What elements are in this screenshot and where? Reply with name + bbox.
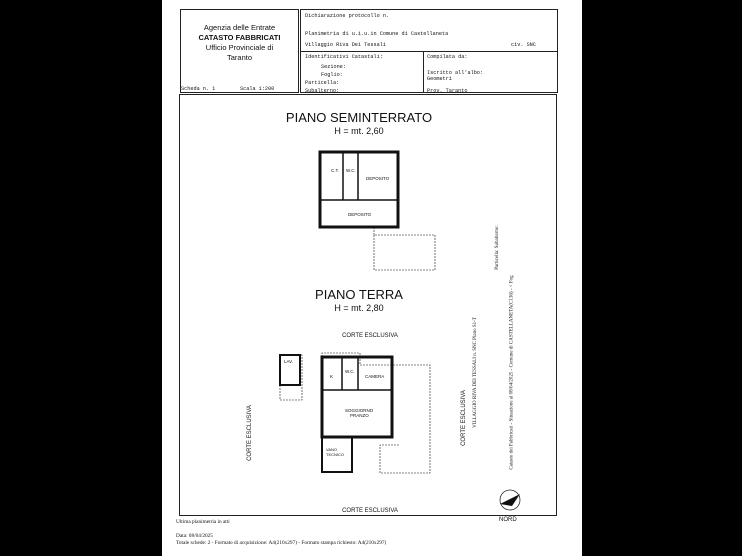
- room-label-ct: C.T.: [331, 168, 340, 173]
- municipality-label: Planimetria di u.i.u.in Comune di Castellaneta: [305, 31, 449, 37]
- room-label-vano: VANO: [326, 447, 338, 452]
- ground-height: H = mt. 2,80: [334, 303, 384, 313]
- identifiers-label: Identificativi Catastali:: [305, 54, 383, 60]
- ground-plan: [270, 345, 440, 485]
- agency-line-4: Taranto: [226, 53, 253, 62]
- ground-title: PIANO TERRA: [315, 287, 403, 302]
- north-label: NORD: [499, 517, 517, 523]
- room-label-k: K: [330, 374, 334, 379]
- agency-line-2: CATASTO FABBRICATI: [198, 33, 281, 42]
- room-label-lav: LAV.: [284, 359, 294, 364]
- footer-line-2: Data: 08/04/2025: [176, 533, 213, 539]
- basement-title: PIANO SEMINTERRATO: [285, 110, 433, 125]
- side-note-2: VILLAGGIO RIVA DEI TESSALI n. SNC Piano S1-T: [472, 317, 478, 428]
- agency-box: [180, 9, 299, 93]
- declaration-box: [300, 9, 558, 93]
- basement-plan: [310, 145, 440, 275]
- section-label: Sezione:: [321, 64, 346, 70]
- subordinate-label: Subalterno:: [305, 88, 340, 94]
- scale-label: Scala 1:200: [240, 86, 275, 92]
- corte-left: CORTE ESCLUSIVA: [246, 405, 253, 461]
- parcel-label: Particella:: [305, 80, 340, 86]
- sheet-label: Foglio:: [321, 72, 343, 78]
- side-note-3: Particella: Subalterno:: [494, 225, 500, 270]
- side-note-1: Catasto dei Fabbricati - Situazione al 08/04/2025 - Comune di CASTELLANETA(C136) - < Fog: [509, 275, 515, 470]
- compiled-by-label: Compilata da:: [427, 54, 468, 60]
- profession-label: Geometri: [427, 76, 452, 82]
- protocol-label: Dichiarazione protocollo n.: [305, 13, 390, 19]
- room-label-deposito-1: DEPOSITO: [366, 176, 390, 181]
- footer-line-3: Totale schede: 2 - Formato di acquisizione: A4(210x297) - Formato stampa richiesto: A4(210x297): [176, 540, 387, 546]
- scheda-label: Scheda n. 1: [181, 86, 216, 92]
- divider: [301, 51, 557, 52]
- room-label-tecnico: TECNICO: [326, 452, 344, 457]
- address-label: Villaggio Riva Dei Tessali: [305, 42, 386, 48]
- room-label-wc: W.C.: [345, 369, 355, 374]
- agency-line-1: Agenzia delle Entrate: [203, 23, 276, 32]
- corte-right: CORTE ESCLUSIVA: [460, 390, 467, 446]
- corte-top: CORTE ESCLUSIVA: [342, 333, 398, 339]
- room-label-soggiorno: SOGGIORNO: [345, 408, 374, 413]
- room-label-camera: CAMERA: [365, 374, 385, 379]
- footer-line-1: Ultima planimetria in atti: [176, 519, 230, 525]
- registered-label: Iscritto all'albo:: [427, 70, 484, 76]
- north-arrow-icon: [490, 488, 530, 518]
- room-label-deposito-2: DEPOSITO: [348, 212, 372, 217]
- room-label-pranzo: PRANZO: [350, 413, 369, 418]
- agency-line-3: Ufficio Provinciale di: [205, 43, 274, 52]
- basement-height: H = mt. 2,60: [334, 126, 384, 136]
- province-label: Prov. Taranto: [427, 88, 468, 94]
- divider: [423, 51, 424, 92]
- corte-bottom: CORTE ESCLUSIVA: [342, 508, 398, 514]
- civic-label: civ. SNC: [511, 42, 536, 48]
- room-label-wc: W.C.: [346, 168, 356, 173]
